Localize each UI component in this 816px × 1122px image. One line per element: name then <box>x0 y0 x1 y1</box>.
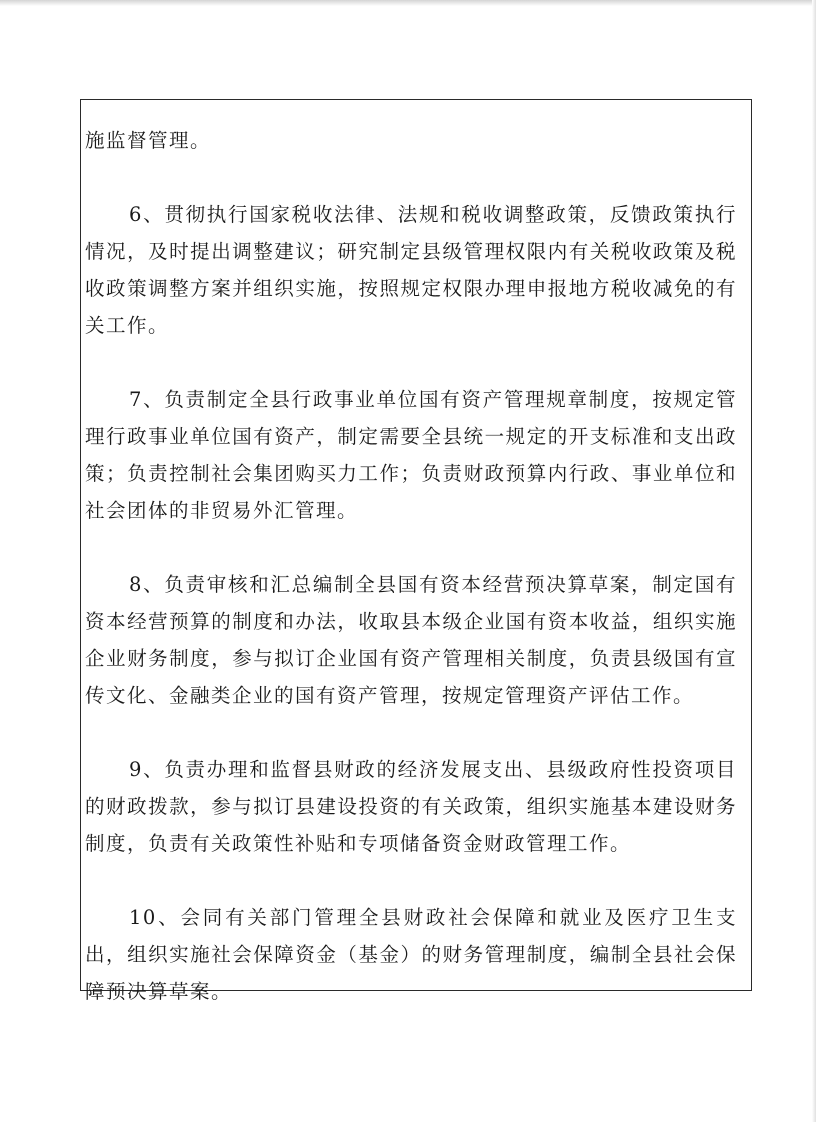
paragraph-gap <box>85 529 737 566</box>
scan-shadow-right <box>812 0 816 1122</box>
paragraph-gap <box>85 714 737 751</box>
paragraph-gap <box>85 344 737 381</box>
paragraph-gap <box>85 862 737 899</box>
paragraph-continued: 施监督管理。 <box>85 129 212 152</box>
paragraph-gap <box>85 159 737 196</box>
paragraph-6: 6、贯彻执行国家税收法律、法规和税收调整政策，反馈政策执行情况，及时提出调整建议；研究制定县级管理权限内有关税收政策及税收政策调整方案并组织实施，按照规定权限办理申报地方税收减免的有关工作。 <box>85 203 737 337</box>
paragraph-8: 8、负责审核和汇总编制全县国有资本经营预决算草案，制定国有资本经营预算的制度和办法，收取县本级企业国有资本收益，组织实施企业财务制度，参与拟订企业国有资产管理相关制度，负责县级国有宣传文化、金融类企业的国有资产管理，按规定管理资产评估工作。 <box>85 573 737 707</box>
scan-shadow-top <box>0 0 816 6</box>
paragraph-9: 9、负责办理和监督县财政的经济发展支出、县级政府性投资项目的财政拨款，参与拟订县建设投资的有关政策，组织实施基本建设财务制度，负责有关政策性补贴和专项储备资金财政管理工作。 <box>85 758 737 855</box>
paragraph-7: 7、负责制定全县行政事业单位国有资产管理规章制度，按规定管理行政事业单位国有资产，制定需要全县统一规定的开支标准和支出政策；负责控制社会集团购买力工作；负责财政预算内行政、事业单位和社会团体的非贸易外汇管理。 <box>85 388 737 522</box>
paragraph-10: 10、会同有关部门管理全县财政社会保障和就业及医疗卫生支出，组织实施社会保障资金（基金）的财务管理制度，编制全县社会保障预决算草案。 <box>85 906 737 1003</box>
document-body <box>85 122 737 1010</box>
